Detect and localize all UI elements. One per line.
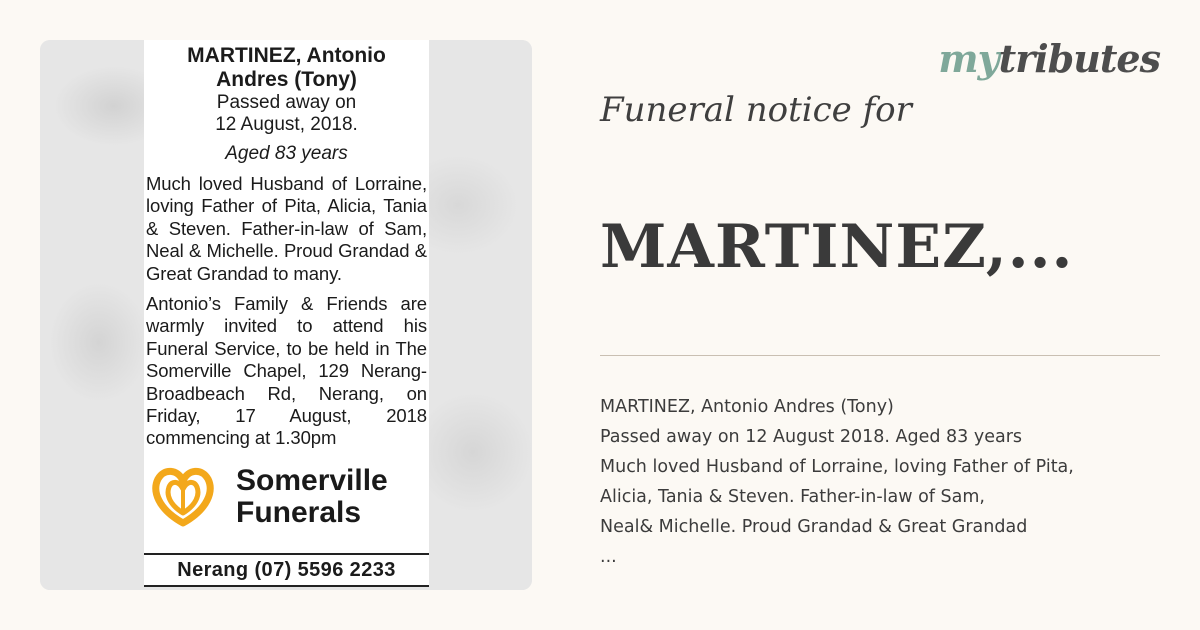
logo-my: my	[938, 36, 999, 81]
notice-paragraph-family: Much loved Husband of Lorraine, loving Father of Pita, Alicia, Tania & Steven. Father-in-law of Sam, Neal & Michelle. Proud Grandad & Great Grandad to many.	[146, 173, 427, 284]
summary-line: Neal& Michelle. Proud Grandad & Great Grandad	[600, 517, 1028, 537]
notice-aged: Aged 83 years	[225, 143, 348, 164]
funeral-home-name-line1: Somerville	[236, 463, 388, 497]
deceased-name-title: MARTINEZ,...	[600, 212, 1074, 282]
summary-line: Much loved Husband of Lorraine, loving Father of Pita,	[600, 457, 1074, 477]
funeral-home-name-line2: Funerals	[236, 495, 362, 529]
summary-line: Alicia, Tania & Steven. Father-in-law of Sam,	[600, 487, 985, 507]
notice-summary	[600, 392, 1160, 572]
notice-heading: Funeral notice for	[600, 90, 912, 130]
notice-paragraph-service: Antonio’s Family & Friends are warmly invited to attend his Funeral Service, to be held in The Somerville Chapel, 129 Nerang-Broadbeach Rd, Nerang, on Friday, 17 August, 2018 commencing at 1.30pm	[146, 293, 427, 449]
notice-name-line1: MARTINEZ, Antonio	[187, 44, 386, 67]
notice-passed-line2: 12 August, 2018.	[215, 114, 358, 135]
notice-name	[144, 44, 429, 92]
funeral-home-name	[236, 465, 388, 529]
summary-ellipsis: ...	[600, 547, 617, 567]
notice-name-line2: Andres (Tony)	[216, 68, 357, 91]
mytributes-logo[interactable]	[938, 36, 1160, 81]
notice-passed	[144, 92, 429, 136]
summary-line: MARTINEZ, Antonio Andres (Tony)	[600, 397, 894, 417]
notice-clipping	[144, 40, 429, 587]
funeral-home-phone: Nerang (07) 5596 2233	[144, 553, 429, 587]
logo-tributes: tributes	[998, 36, 1160, 81]
somerville-funerals-logo-icon	[150, 465, 216, 529]
divider	[600, 355, 1160, 356]
summary-line: Passed away on 12 August 2018. Aged 83 years	[600, 427, 1023, 447]
notice-image-card	[40, 40, 532, 590]
notice-passed-line1: Passed away on	[216, 92, 357, 113]
funeral-home-logo	[144, 460, 429, 534]
